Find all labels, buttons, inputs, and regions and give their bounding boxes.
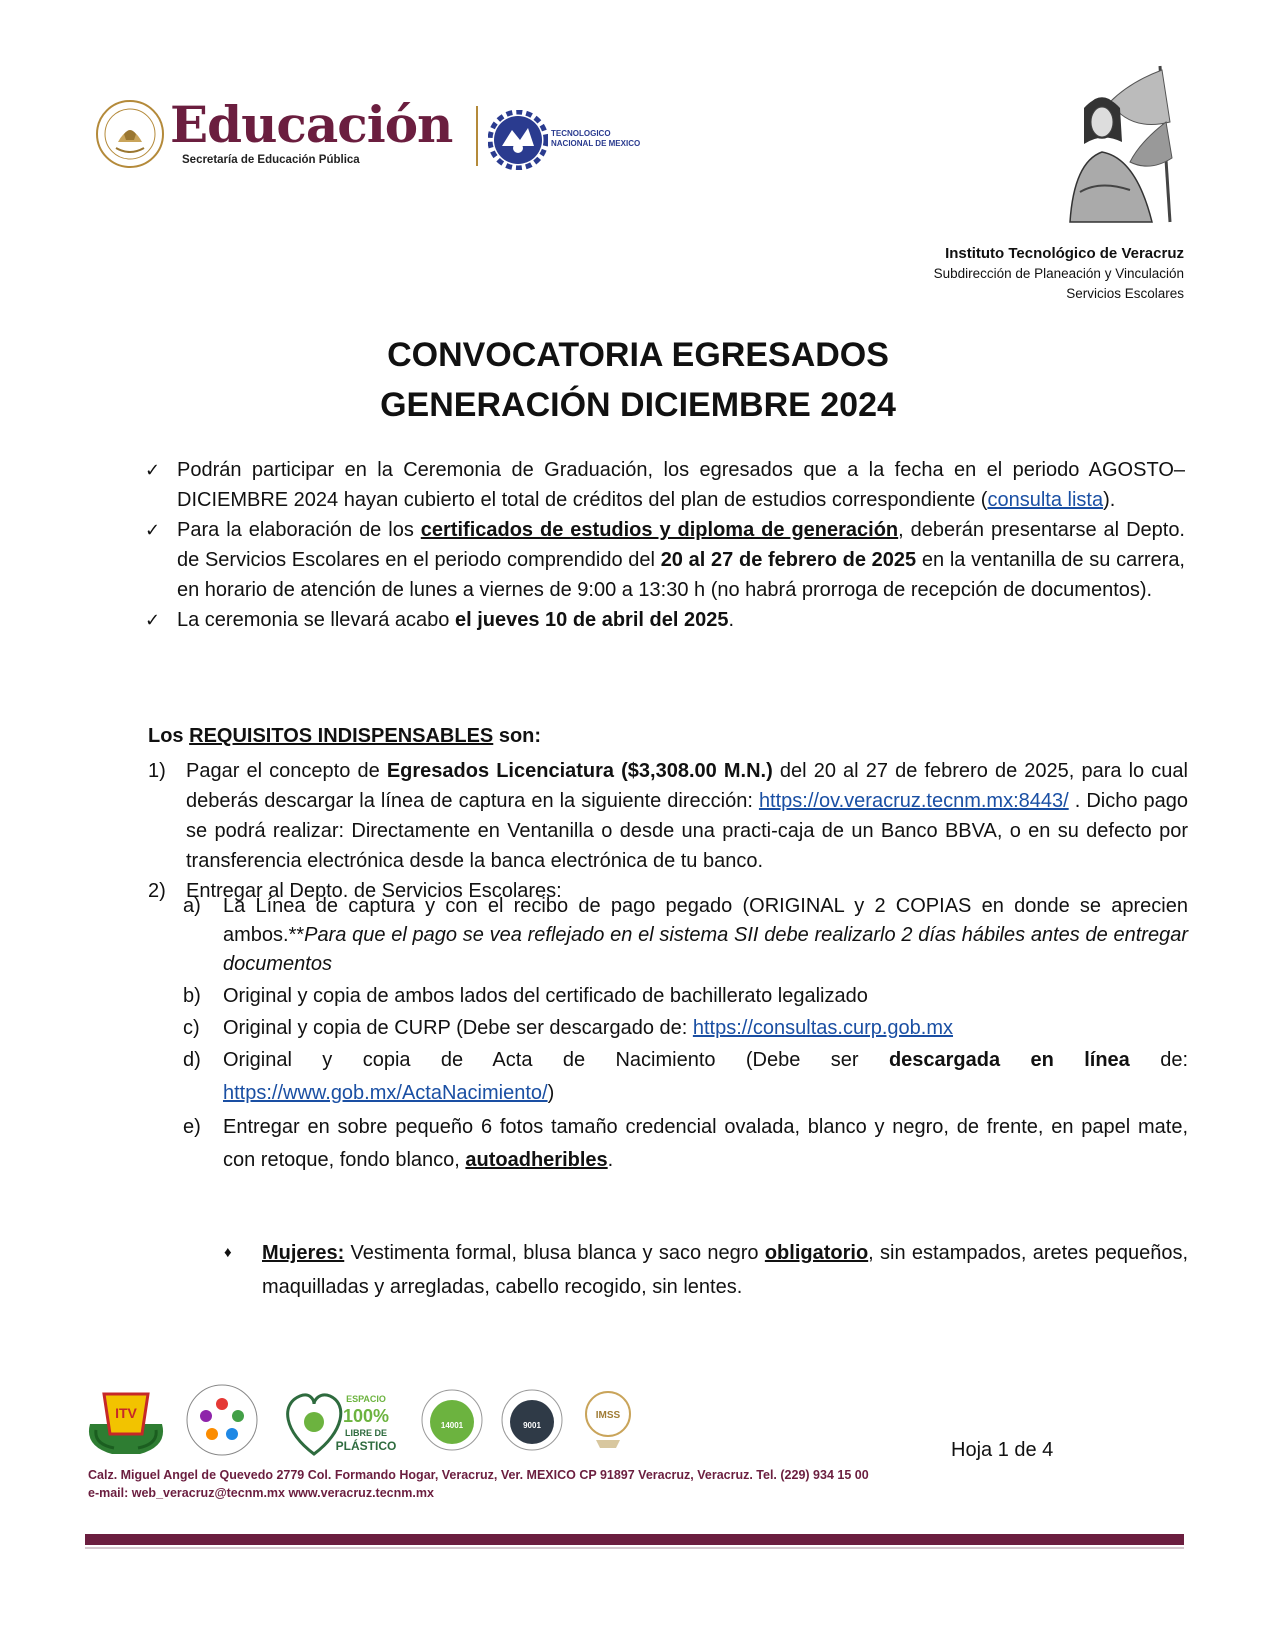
payment-portal-link[interactable]: https://ov.veracruz.tecnm.mx:8443/ bbox=[758, 790, 1069, 812]
women-text: Vestimenta formal, blusa blanca y saco negro bbox=[344, 1242, 765, 1264]
requirement-2-number: 2) bbox=[148, 880, 166, 902]
check-item-3 bbox=[145, 605, 1185, 635]
requirement-1 bbox=[148, 756, 1188, 876]
curp-link[interactable]: https://consultas.curp.gob.mx bbox=[692, 1017, 954, 1039]
document-item-b bbox=[183, 981, 1188, 1011]
diamond-bullet-icon: ♦ bbox=[224, 1244, 232, 1261]
women-dress-code bbox=[224, 1236, 1188, 1304]
birth-certificate-link[interactable]: https://www.gob.mx/ActaNacimiento/ bbox=[223, 1082, 548, 1104]
checkmark-icon: ✓ bbox=[145, 610, 161, 630]
check-item-1-end: ). bbox=[1103, 489, 1116, 511]
document-item-d-end: ) bbox=[547, 1082, 555, 1104]
imss-seal bbox=[580, 1388, 636, 1452]
checkmark-icon: ✓ bbox=[145, 460, 161, 480]
footer-address-block bbox=[88, 1466, 869, 1502]
plastic-free-seal bbox=[280, 1384, 396, 1460]
payment-concept: Egresados Licenciatura ($3,308.00 M.N.) bbox=[386, 760, 773, 782]
requirements-title-a: Los bbox=[148, 725, 190, 747]
women-text-b: , sin estampados, aretes pequeños, maquilladas y arregladas, cabello recogido, sin lentes. bbox=[262, 1242, 1188, 1298]
itv-logo-text: ITV bbox=[115, 1405, 137, 1421]
requirement-1-text-b: del 20 al 27 de febrero de 2025, para lo cual deberás descargar la línea de captura en la siguiente dirección: bbox=[186, 760, 1188, 812]
footer-contact: e-mail: web_veracruz@tecnm.mx www.veracruz.tecnm.mx bbox=[88, 1486, 434, 1500]
delivery-dates: 20 al 27 de febrero de 2025 bbox=[660, 549, 917, 571]
ceremony-date: el jueves 10 de abril del 2025 bbox=[454, 609, 729, 631]
footer-address: Calz. Miguel Angel de Quevedo 2779 Col. Formando Hogar, Veracruz, Ver. MEXICO CP 91897 Veracruz, Veracruz. Tel. (229) 934 15 00 bbox=[88, 1468, 869, 1482]
check-item-1 bbox=[145, 455, 1185, 515]
consulta-lista-link[interactable]: consulta lista bbox=[987, 489, 1104, 511]
header-divider bbox=[476, 106, 478, 166]
self-adhesive-emphasis: autoadheribles bbox=[465, 1149, 608, 1171]
tecnm-line1: TECNOLOGICO bbox=[551, 129, 611, 138]
espacio-text: ESPACIO bbox=[346, 1394, 386, 1404]
page-indicator: Hoja 1 de 4 bbox=[951, 1439, 1054, 1461]
requirement-1-text-c: . Dicho pago se podrá realizar: Directamente en Ventanilla o desde una practi-caja de un Banco BBVA, o en su defecto por transferencia electrónica desde la banca electrónica de tu banco. bbox=[186, 790, 1188, 872]
document-item-a-text: La Línea de captura y con el recibo de pago pegado (ORIGINAL y 2 COPIAS en donde se aprecien ambos.** bbox=[223, 895, 1188, 946]
institution-office: Servicios Escolares bbox=[1066, 286, 1184, 301]
document-item-b-text: Original y copia de ambos lados del certificado de bachillerato legalizado bbox=[223, 985, 868, 1007]
check-item-1-text: Podrán participar en la Ceremonia de Graduación, los egresados que a la fecha en el periodo AGOSTO–DICIEMBRE 2024 hayan cubierto el total de créditos del plan de estudios correspondiente ( bbox=[177, 459, 1185, 511]
institution-name: Instituto Tecnológico de Veracruz bbox=[945, 245, 1184, 262]
document-item-c-label: c) bbox=[183, 1017, 200, 1039]
requirement-2-text: Entregar al Depto. de Servicios Escolares: bbox=[186, 880, 562, 902]
document-item-c bbox=[183, 1013, 1188, 1043]
footer-bar-shadow bbox=[85, 1547, 1184, 1549]
imss-text: IMSS bbox=[595, 1410, 621, 1421]
check-item-2-text-b: , deberán presentarse al Depto. de Servicios Escolares en el periodo comprendido del bbox=[177, 519, 1185, 571]
checkmark-icon: ✓ bbox=[145, 520, 161, 540]
footer-bar bbox=[85, 1534, 1184, 1545]
gender-equality-seal bbox=[184, 1382, 260, 1458]
requirements-title bbox=[148, 725, 541, 748]
documents-sublist bbox=[183, 892, 1188, 1177]
institution-block bbox=[934, 244, 1184, 304]
document-item-e-text: Entregar en sobre pequeño 6 fotos tamaño credencial ovalada, blanco y negro, de frente, en papel mate, con retoque, fondo blanco, bbox=[223, 1116, 1188, 1171]
check-item-3-text: La ceremonia se llevará acabo bbox=[177, 609, 455, 631]
online-download-emphasis: descargada en línea bbox=[888, 1049, 1130, 1071]
itv-logo bbox=[84, 1384, 168, 1456]
document-title bbox=[0, 330, 1276, 430]
document-item-c-text: Original y copia de CURP (Debe ser descargado de: bbox=[223, 1017, 693, 1039]
requirements-title-emphasis: REQUISITOS INDISPENSABLES bbox=[189, 725, 494, 747]
eligibility-list bbox=[145, 455, 1185, 635]
document-item-d-label: d) bbox=[183, 1049, 201, 1071]
document-item-e bbox=[183, 1111, 1188, 1177]
check-item-2 bbox=[145, 515, 1185, 605]
requirements-list bbox=[148, 756, 1188, 906]
check-item-3-end: . bbox=[728, 609, 735, 631]
iso-14001-badge bbox=[420, 1388, 484, 1452]
document-item-d-text-b: de: bbox=[1129, 1049, 1189, 1071]
certificates-emphasis: certificados de estudios y diploma de generación bbox=[420, 519, 899, 541]
mexico-coat-of-arms-logo bbox=[94, 98, 166, 170]
document-item-d-text: Original y copia de Acta de Nacimiento (Debe ser bbox=[223, 1049, 889, 1071]
requirement-1-number: 1) bbox=[148, 760, 166, 782]
document-item-d bbox=[183, 1044, 1188, 1110]
document-item-a-label: a) bbox=[183, 895, 201, 917]
iso-9001-text: 9001 bbox=[523, 1421, 541, 1430]
document-item-b-label: b) bbox=[183, 985, 201, 1007]
requirements-title-b: son: bbox=[493, 725, 542, 747]
percent-text: 100% bbox=[342, 1406, 390, 1426]
brand-title: Educación bbox=[170, 95, 453, 154]
payment-note: Para que el pago se vea reflejado en el sistema SII debe realizarlo 2 días hábiles antes de entregar documentos bbox=[223, 924, 1188, 975]
title-line1: CONVOCATORIA EGRESADOS bbox=[387, 336, 889, 374]
mandatory-emphasis: obligatorio bbox=[764, 1242, 869, 1264]
tecnm-line2: NACIONAL DE MEXICO bbox=[551, 139, 641, 148]
iso-14001-text: 14001 bbox=[440, 1421, 464, 1430]
iso-9001-badge bbox=[500, 1388, 564, 1452]
plastico-text: PLÁSTICO bbox=[335, 1439, 396, 1453]
check-item-2-text-c: en la ventanilla de su carrera, en horario de atención de lunes a viernes de 9:00 a 13:30 h (no habrá prorroga de recepción de documentos). bbox=[177, 549, 1185, 601]
libre-text: LIBRE DE bbox=[344, 1428, 388, 1438]
document-item-e-label: e) bbox=[183, 1116, 201, 1138]
document-item-e-end: . bbox=[607, 1149, 614, 1171]
title-line2: GENERACIÓN DICIEMBRE 2024 bbox=[380, 386, 896, 424]
tecnm-wordmark bbox=[551, 129, 640, 149]
tecnm-gear-logo bbox=[488, 110, 548, 170]
document-item-a bbox=[183, 892, 1188, 979]
requirement-1-text: Pagar el concepto de bbox=[186, 760, 387, 782]
check-item-2-text: Para la elaboración de los bbox=[177, 519, 421, 541]
women-label: Mujeres: bbox=[262, 1242, 345, 1264]
brand-subtitle: Secretaría de Educación Pública bbox=[182, 154, 360, 166]
institution-department: Subdirección de Planeación y Vinculación bbox=[933, 266, 1184, 281]
heroine-flag-illustration bbox=[1040, 62, 1190, 224]
